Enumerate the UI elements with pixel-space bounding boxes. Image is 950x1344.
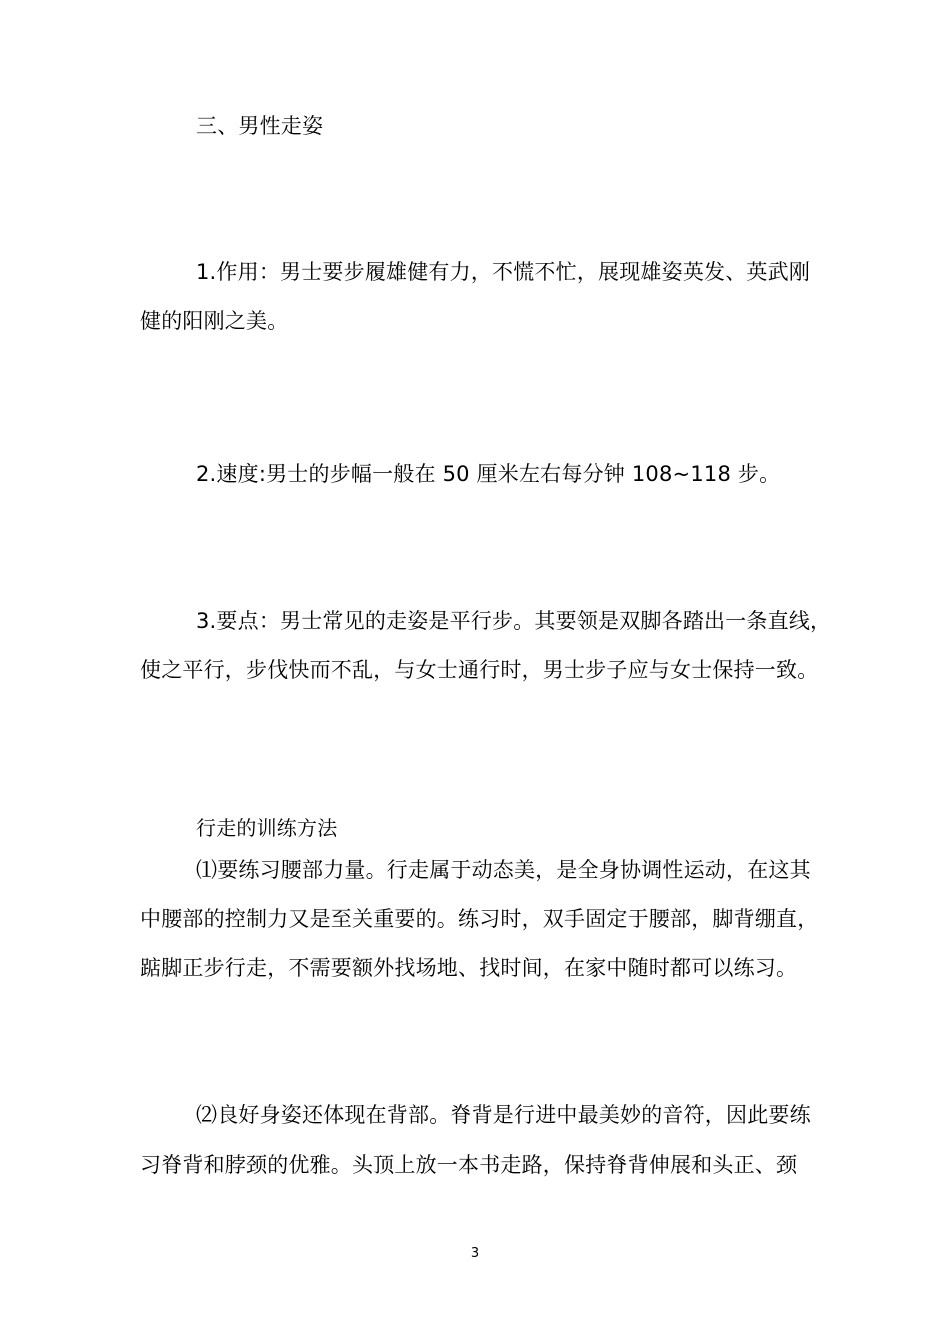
section-heading: 三、男性走姿 xyxy=(196,114,324,138)
page-number: 3 xyxy=(470,1246,480,1261)
training-p1-line1: ⑴要练习腰部力量。行走属于动态美，是全身协调性运动，在这其 xyxy=(196,858,811,882)
item3-line1: 3.要点：男士常见的走姿是平行步。其要领是双脚各踏出一条直线， xyxy=(196,609,832,633)
item1-line1: 1.作用：男士要步履雄健有力，不慌不忙，展现雄姿英发、英武刚 xyxy=(196,260,811,284)
item2-line1: 2.速度:男士的步幅一般在 50 厘米左右每分钟 108~118 步。 xyxy=(196,462,781,486)
training-heading: 行走的训练方法 xyxy=(196,816,338,840)
item1-line2: 健的阳刚之美。 xyxy=(140,309,289,333)
training-p1-line3: 踮脚正步行走，不需要额外找场地、找时间，在家中随时都可以练习。 xyxy=(140,956,798,980)
item3-line2: 使之平行，步伐快而不乱，与女士通行时，男士步子应与女士保持一致。 xyxy=(140,658,819,682)
training-p1-line2: 中腰部的控制力又是至关重要的。练习时，双手固定于腰部，脚背绷直， xyxy=(140,907,819,931)
training-p2-line1: ⑵良好身姿还体现在背部。脊背是行进中最美妙的音符，因此要练 xyxy=(196,1103,811,1127)
training-p2-line2: 习脊背和脖颈的优雅。头顶上放一本书走路，保持脊背伸展和头正、颈 xyxy=(140,1153,798,1177)
